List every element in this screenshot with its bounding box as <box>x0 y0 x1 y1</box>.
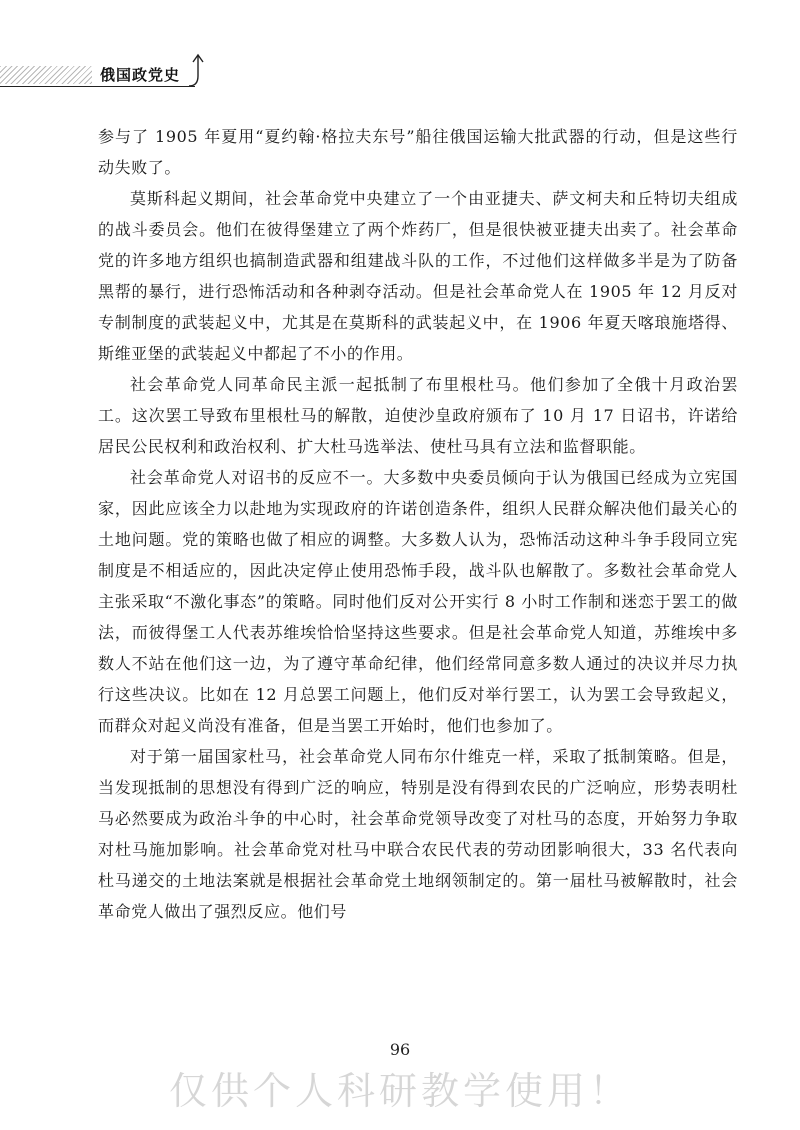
body-text <box>98 121 738 927</box>
book-title: 俄国政党史 <box>100 66 181 84</box>
paragraph: 莫斯科起义期间，社会革命党中央建立了一个由亚捷夫、萨文柯夫和丘特切夫组成的战斗委员会。他们在彼得堡建立了两个炸药厂，但是很快被亚捷夫出卖了。社会革命党的许多地方组织也搞制造武器和组建战斗队的工作，不过他们这样做多半是为了防备黑帮的暴行，进行恐怖活动和各种剥夺活动。但是社会革命党人在 1905 年 12 月反对专制制度的武装起义中，尤其是在莫斯科的武装起义中，在 1906 年夏天喀琅施塔得、斯维亚堡的武装起义中都起了不小的作用。 <box>98 189 738 363</box>
header-rule <box>0 86 195 87</box>
paragraph: 参与了 1905 年夏用“夏约翰·格拉夫东号”船往俄国运输大批武器的行动，但是这些行动失败了。 <box>98 127 738 177</box>
arrow-up-icon <box>186 52 210 92</box>
paragraph: 社会革命党人同革命民主派一起抵制了布里根杜马。他们参加了全俄十月政治罢工。这次罢工导致布里根杜马的解散，迫使沙皇政府颁布了 10 月 17 日诏书，许诺给居民公民权利和政治权利、扩大杜马选举法、使杜马具有立法和监督职能。 <box>98 375 738 456</box>
watermark: 仅供个人科研教学使用！ <box>168 1069 631 1113</box>
paragraph: 对于第一届国家杜马，社会革命党人同布尔什维克一样，采取了抵制策略。但是，当发现抵制的思想没有得到广泛的响应，特别是没有得到农民的广泛响应，形势表明杜马必然要成为政治斗争的中心时，社会革命党领导改变了对杜马的态度，开始努力争取对杜马施加影响。社会革命党对杜马中联合农民代表的劳动团影响很大，33 名代表向杜马递交的土地法案就是根据社会革命党土地纲领制定的。第一届杜马被解散时，社会革命党人做出了强烈反应。他们号 <box>98 747 738 921</box>
paragraph: 社会革命党人对诏书的反应不一。大多数中央委员倾向于认为俄国已经成为立宪国家，因此应该全力以赴地为实现政府的许诺创造条件，组织人民群众解决他们最关心的土地问题。党的策略也做了相应的调整。大多数人认为，恐怖活动这种斗争手段同立宪制度是不相适应的，因此决定停止使用恐怖手段，战斗队也解散了。多数社会革命党人主张采取“不激化事态”的策略。同时他们反对公开实行 8 小时工作制和迷恋于罢工的做法，而彼得堡工人代表苏维埃恰恰坚持这些要求。但是社会革命党人知道，苏维埃中多数人不站在他们这一边，为了遵守革命纪律，他们经常同意多数人通过的决议并尽力执行这些决议。比如在 12 月总罢工问题上，他们反对举行罢工，认为罢工会导致起义，而群众对起义尚没有准备，但是当罢工开始时，他们也参加了。 <box>98 468 738 735</box>
header-hatch-decoration <box>0 66 92 84</box>
page-number: 96 <box>389 1040 411 1059</box>
running-header <box>0 52 800 102</box>
